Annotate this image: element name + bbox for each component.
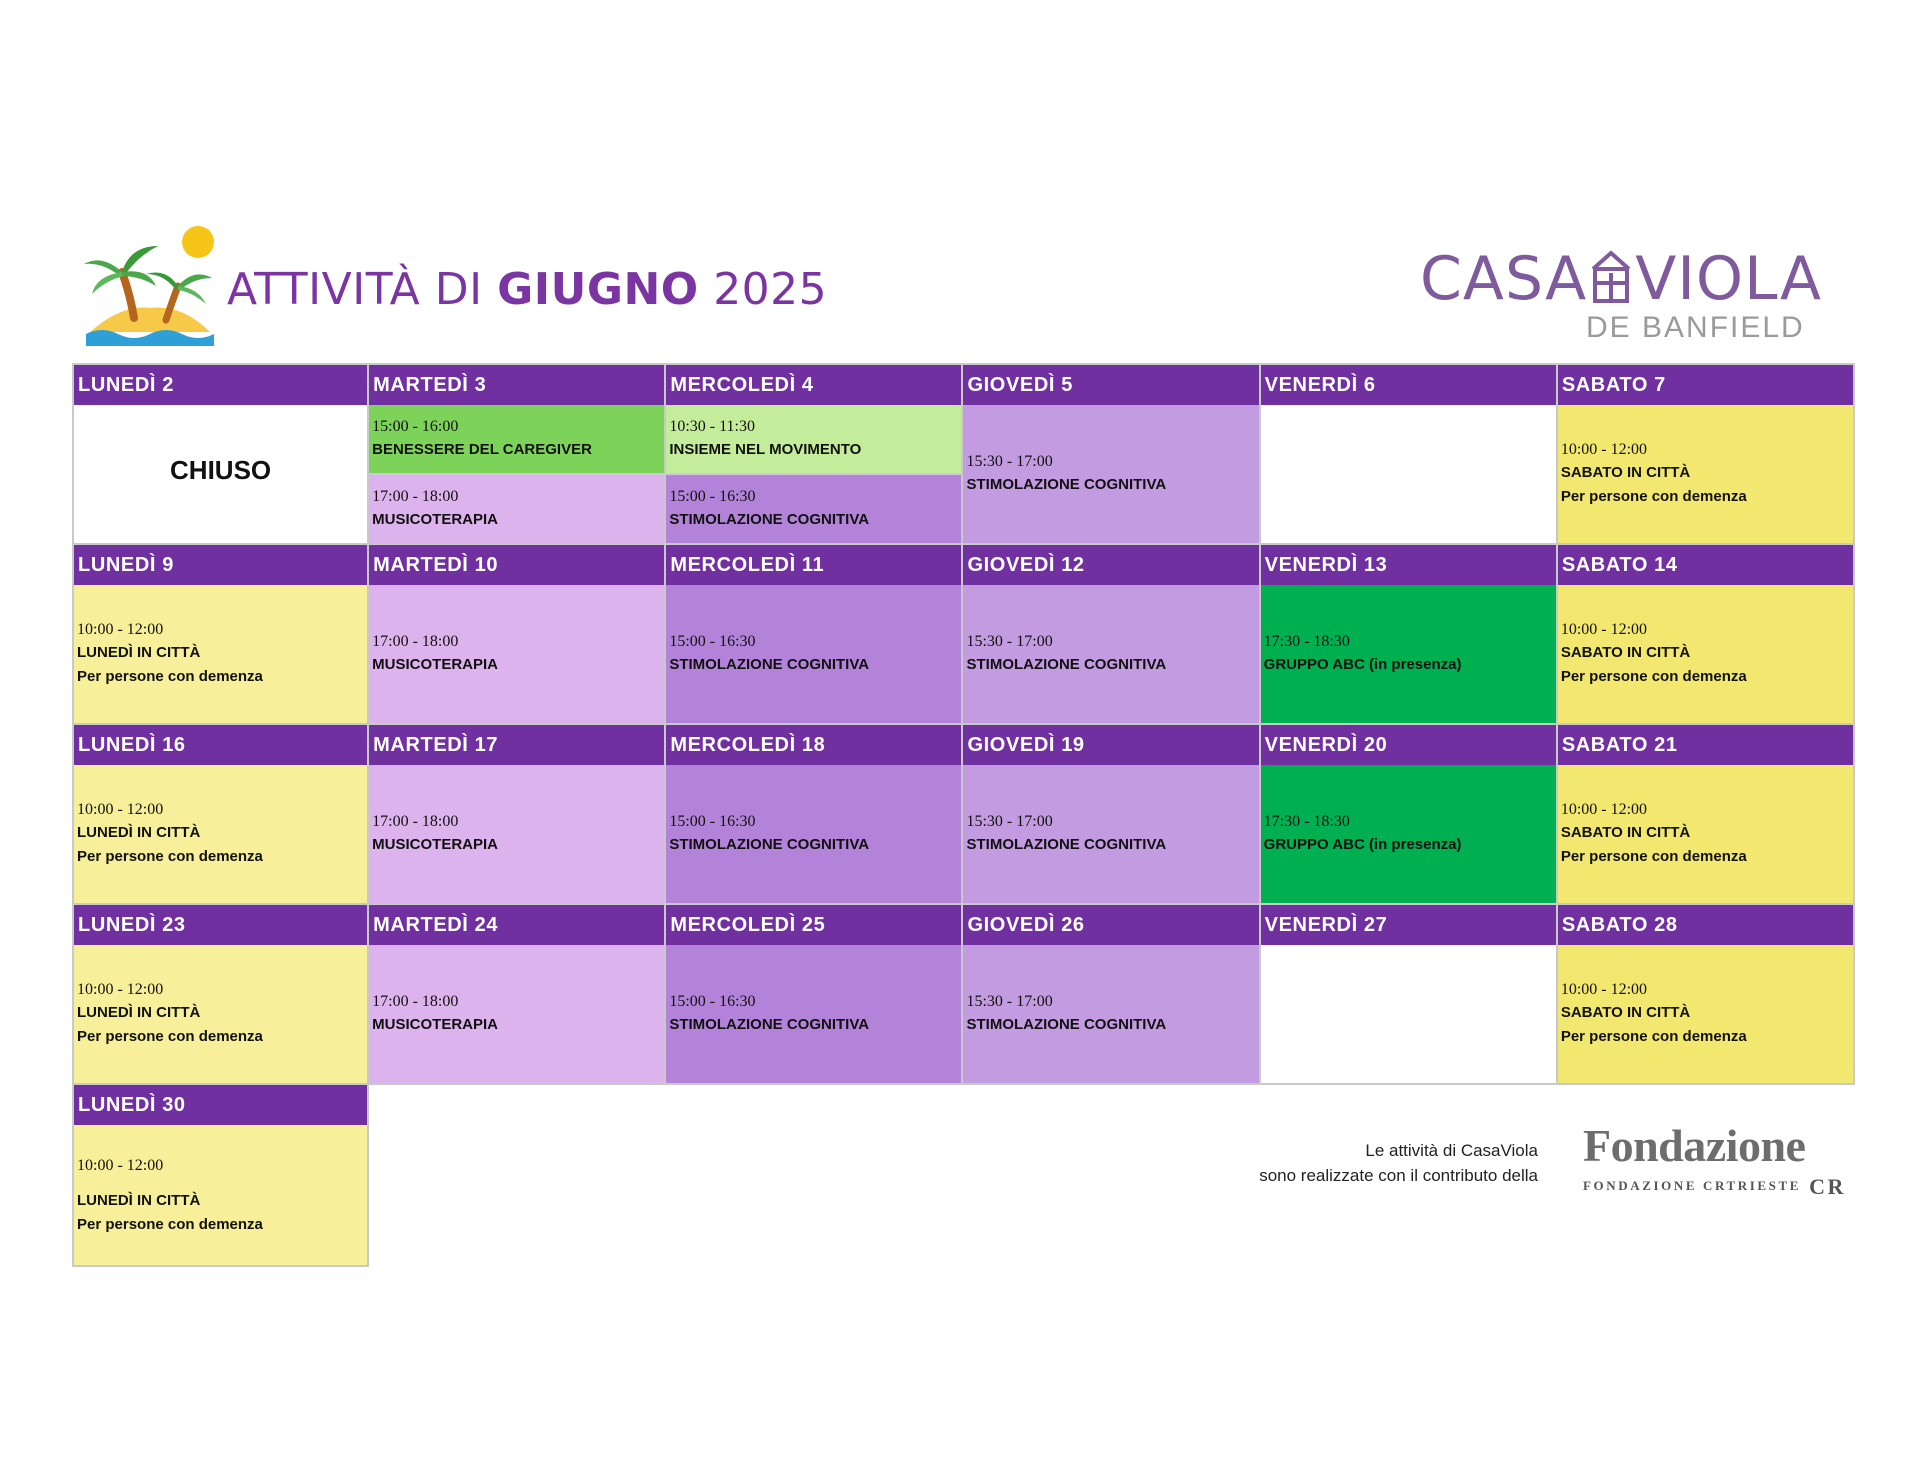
calendar-day	[963, 545, 1260, 725]
calendar-day	[369, 905, 666, 1085]
crtrieste-mark-icon: CR	[1809, 1174, 1847, 1199]
day-body	[963, 405, 1258, 543]
day-header: VENERDÌ 27	[1261, 905, 1556, 945]
activity-name: STIMOLAZIONE COGNITIVA	[966, 836, 1167, 853]
activity-slot	[369, 473, 664, 543]
activity-slot	[1558, 585, 1853, 723]
day-body	[963, 765, 1258, 903]
activity-name: LUNEDÌ IN CITTÀ	[77, 824, 201, 841]
day-body	[963, 585, 1258, 723]
calendar-week	[72, 363, 1855, 545]
closed-label: CHIUSO	[170, 454, 272, 485]
calendar-day	[1558, 905, 1855, 1085]
activity-name: INSIEME NEL MOVIMENTO	[669, 441, 862, 458]
calendar-day	[72, 905, 369, 1085]
activity-slot	[666, 765, 961, 903]
day-body	[74, 945, 367, 1083]
activity-name: MUSICOTERAPIA	[372, 1016, 498, 1033]
activity-time: 10:00 - 12:00	[77, 981, 164, 998]
calendar-empty-cell	[369, 1085, 666, 1267]
activity-slot	[1261, 765, 1556, 903]
activity-name: STIMOLAZIONE COGNITIVA	[966, 1016, 1167, 1033]
activity-time: 17:00 - 18:00	[372, 993, 459, 1010]
activity-slot	[963, 945, 1258, 1083]
foundation-logo: Fondazione FONDAZIONE CRTRIESTE CR	[1583, 1120, 1847, 1199]
calendar-day	[72, 545, 369, 725]
activity-name: STIMOLAZIONE COGNITIVA	[966, 476, 1167, 493]
day-header: LUNEDÌ 30	[74, 1085, 367, 1125]
activity-slot	[1558, 945, 1853, 1083]
day-body	[369, 405, 664, 543]
day-header: MARTEDÌ 24	[369, 905, 664, 945]
day-header: GIOVEDÌ 5	[963, 365, 1258, 405]
day-body	[369, 765, 664, 903]
activity-name: LUNEDÌ IN CITTÀ	[77, 1192, 201, 1209]
activity-name: STIMOLAZIONE COGNITIVA	[669, 836, 870, 853]
activity-note: Per persone con demenza	[1560, 488, 1747, 505]
day-header: SABATO 21	[1558, 725, 1853, 765]
day-header: LUNEDÌ 16	[74, 725, 367, 765]
day-header: LUNEDÌ 23	[74, 905, 367, 945]
day-body	[1261, 585, 1556, 723]
activity-slot	[369, 765, 664, 903]
activity-time: 17:00 - 18:00	[372, 633, 459, 650]
day-header: MARTEDÌ 10	[369, 545, 664, 585]
day-body	[666, 585, 961, 723]
day-header: GIOVEDÌ 12	[963, 545, 1258, 585]
activity-slot	[666, 945, 961, 1083]
activity-slot	[1558, 765, 1853, 903]
activity-time: 15:00 - 16:30	[669, 488, 756, 505]
activity-name: LUNEDÌ IN CITTÀ	[77, 644, 201, 661]
activity-name: MUSICOTERAPIA	[372, 511, 498, 528]
day-body	[74, 405, 367, 543]
activity-time: 17:00 - 18:00	[372, 813, 459, 830]
activity-name: GRUPPO ABC (in presenza)	[1263, 836, 1462, 853]
activity-time: 10:00 - 12:00	[77, 801, 164, 818]
calendar-week	[72, 545, 1855, 725]
day-body	[1261, 945, 1556, 1083]
day-body	[1261, 405, 1556, 543]
day-header: GIOVEDÌ 19	[963, 725, 1258, 765]
activity-time: 17:00 - 18:00	[372, 488, 459, 505]
palm-island-icon	[82, 224, 218, 346]
activity-time: 10:00 - 12:00	[1560, 621, 1648, 638]
activity-slot	[369, 585, 664, 723]
day-body	[369, 945, 664, 1083]
day-header: LUNEDÌ 2	[74, 365, 367, 405]
activity-name: SABATO IN CITTÀ	[1560, 824, 1691, 841]
activity-time: 15:00 - 16:00	[372, 418, 459, 435]
activity-slot	[963, 765, 1258, 903]
day-header: VENERDÌ 6	[1261, 365, 1556, 405]
calendar-day	[72, 725, 369, 905]
activity-time: 10:00 - 12:00	[77, 621, 164, 638]
activity-time: 10:00 - 12:00	[1560, 801, 1648, 818]
activity-slot	[1261, 585, 1556, 723]
calendar-day	[963, 363, 1260, 545]
activity-name: MUSICOTERAPIA	[372, 656, 498, 673]
day-header: GIOVEDÌ 26	[963, 905, 1258, 945]
calendar-day	[666, 905, 963, 1085]
activity-time: 15:30 - 17:00	[966, 813, 1053, 830]
calendar-day	[1558, 363, 1855, 545]
day-body	[963, 945, 1258, 1083]
calendar-day	[1261, 905, 1558, 1085]
calendar-day	[666, 363, 963, 545]
day-header: SABATO 28	[1558, 905, 1853, 945]
day-body	[1558, 405, 1853, 543]
day-body	[369, 585, 664, 723]
activity-slot	[74, 945, 367, 1083]
activity-time: 15:30 - 17:00	[966, 993, 1053, 1010]
activity-slot	[666, 405, 961, 473]
activity-name: MUSICOTERAPIA	[372, 836, 498, 853]
calendar-day	[369, 725, 666, 905]
activity-name: SABATO IN CITTÀ	[1560, 644, 1691, 661]
activity-note: Per persone con demenza	[77, 848, 263, 865]
activity-time: 10:00 - 12:00	[1560, 441, 1648, 458]
house-icon	[1589, 249, 1633, 303]
activity-time: 10:00 - 12:00	[77, 1157, 164, 1174]
activity-note: Per persone con demenza	[1560, 668, 1747, 685]
calendar-day	[1558, 545, 1855, 725]
activity-slot	[963, 585, 1258, 723]
activity-name: LUNEDÌ IN CITTÀ	[77, 1004, 201, 1021]
day-body	[1261, 765, 1556, 903]
activity-time: 15:00 - 16:30	[669, 813, 756, 830]
calendar-day	[1558, 725, 1855, 905]
activity-name: SABATO IN CITTÀ	[1560, 464, 1691, 481]
day-body	[74, 585, 367, 723]
day-body	[1558, 585, 1853, 723]
activity-time: 10:30 - 11:30	[669, 418, 755, 435]
calendar-day	[1261, 725, 1558, 905]
activity-name: STIMOLAZIONE COGNITIVA	[669, 656, 870, 673]
activity-slot	[74, 765, 367, 903]
calendar-week	[72, 725, 1855, 905]
calendar-day	[72, 363, 369, 545]
day-header: SABATO 14	[1558, 545, 1853, 585]
casaviola-logo: CASA VIOLA DE BANFIELD	[1420, 244, 1823, 344]
activity-time: 15:00 - 16:30	[669, 633, 756, 650]
day-body	[666, 945, 961, 1083]
day-header: LUNEDÌ 9	[74, 545, 367, 585]
activity-slot	[369, 945, 664, 1083]
day-header: MARTEDÌ 17	[369, 725, 664, 765]
activity-note: Per persone con demenza	[1560, 848, 1747, 865]
calendar-day	[72, 1085, 369, 1267]
activity-note: Per persone con demenza	[77, 668, 263, 685]
day-header: MERCOLEDÌ 11	[666, 545, 961, 585]
day-body	[74, 1125, 367, 1265]
activity-note: Per persone con demenza	[1560, 1028, 1747, 1045]
activity-time: 15:30 - 17:00	[966, 453, 1053, 470]
activity-time: 17:30 - 18:30	[1263, 813, 1350, 830]
day-header: MERCOLEDÌ 18	[666, 725, 961, 765]
calendar-week	[72, 905, 1855, 1085]
day-body	[1558, 945, 1853, 1083]
day-body	[1558, 765, 1853, 903]
day-header: MERCOLEDÌ 4	[666, 365, 961, 405]
activity-slot	[74, 585, 367, 723]
activity-name: STIMOLAZIONE COGNITIVA	[966, 656, 1167, 673]
calendar-day	[666, 545, 963, 725]
activity-name: STIMOLAZIONE COGNITIVA	[669, 1016, 870, 1033]
activity-name: GRUPPO ABC (in presenza)	[1263, 656, 1462, 673]
activity-time: 17:30 - 18:30	[1263, 633, 1350, 650]
calendar-day	[666, 725, 963, 905]
day-body	[74, 765, 367, 903]
calendar-day	[963, 905, 1260, 1085]
credit-text: Le attività di CasaViola sono realizzate con il contributo della	[1259, 1141, 1538, 1185]
activity-note: Per persone con demenza	[77, 1216, 263, 1233]
calendar-empty-cell	[963, 1085, 1260, 1267]
day-body	[666, 765, 961, 903]
calendar-day	[963, 725, 1260, 905]
activity-name: STIMOLAZIONE COGNITIVA	[669, 511, 870, 528]
activity-note: Per persone con demenza	[77, 1028, 263, 1045]
page-title: ATTIVITÀ DI GIUGNO 2025	[227, 264, 828, 315]
activity-slot	[1558, 405, 1853, 543]
activity-slot	[369, 405, 664, 473]
day-header: MERCOLEDÌ 25	[666, 905, 961, 945]
activity-name: SABATO IN CITTÀ	[1560, 1004, 1691, 1021]
activity-slot	[74, 1125, 367, 1265]
activity-slot	[666, 473, 961, 543]
activity-name: BENESSERE DEL CAREGIVER	[372, 441, 592, 458]
activity-slot	[963, 405, 1258, 543]
activity-time: 15:30 - 17:00	[966, 633, 1053, 650]
day-header: MARTEDÌ 3	[369, 365, 664, 405]
day-header: SABATO 7	[1558, 365, 1853, 405]
calendar-day	[1261, 545, 1558, 725]
activity-time: 10:00 - 12:00	[1560, 981, 1648, 998]
day-body	[666, 405, 961, 543]
activity-time: 15:00 - 16:30	[669, 993, 756, 1010]
calendar-day	[1261, 363, 1558, 545]
day-header: VENERDÌ 20	[1261, 725, 1556, 765]
calendar-day	[369, 363, 666, 545]
calendar-day	[369, 545, 666, 725]
calendar-empty-cell	[666, 1085, 963, 1267]
activity-slot	[666, 585, 961, 723]
day-header: VENERDÌ 13	[1261, 545, 1556, 585]
